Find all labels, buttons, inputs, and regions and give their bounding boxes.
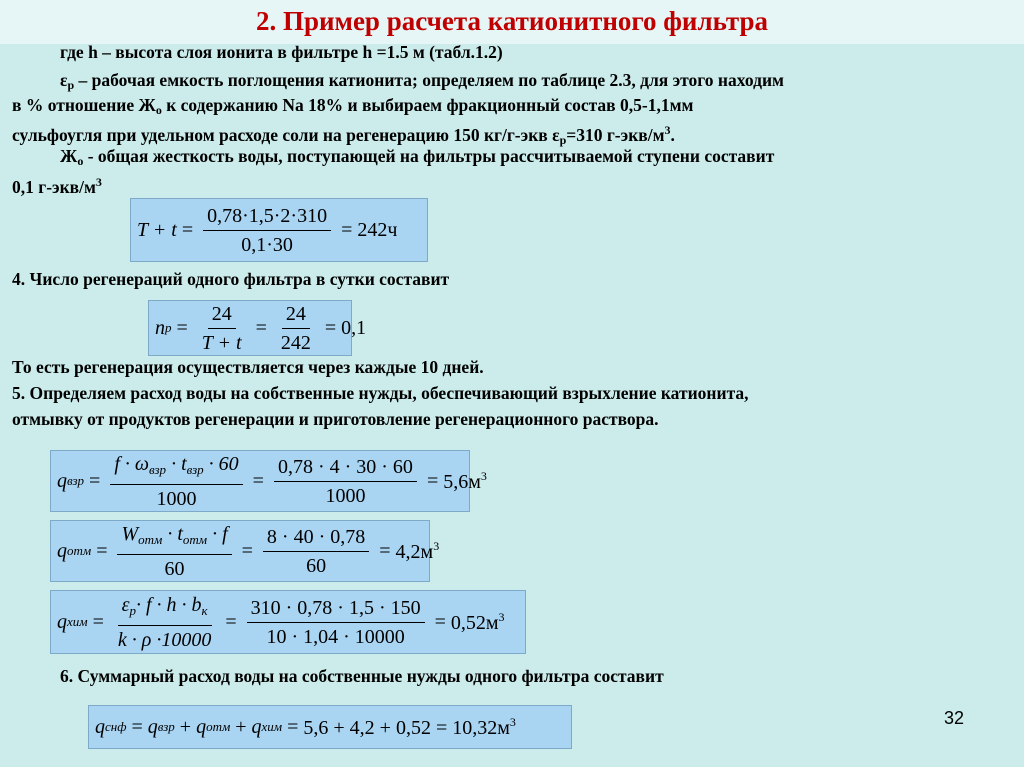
formula-total-water xyxy=(88,705,572,749)
sulfocoal-text-b: =310 г-экв/м xyxy=(566,125,665,145)
formula-lhs: q xyxy=(57,539,67,562)
formula-lhs-subscript: отм xyxy=(67,543,92,558)
fraction-denominator: 60 xyxy=(306,554,327,577)
q-loosening: q xyxy=(147,715,158,738)
epsilon-symbol: ε xyxy=(60,70,68,90)
hardness-subscript: o xyxy=(155,103,162,117)
section-5-heading-line-1: 5. Определяем расход воды на собственные нужды, обеспечивающий взрыхление катионита, xyxy=(12,383,749,403)
ratio-text-a: в % отношение Ж xyxy=(12,95,156,115)
q-loosening-subscript: взр xyxy=(157,719,175,734)
formula-regeneration-count xyxy=(148,300,367,356)
equals-sign: = xyxy=(92,610,104,633)
section-6-heading: 6. Суммарный расход воды на собственные нужды одного фильтра составит xyxy=(60,666,664,686)
fraction-denominator: T + t xyxy=(201,331,242,354)
fraction xyxy=(203,204,331,257)
equals-sign: = xyxy=(287,715,299,738)
formula-lhs-subscript: взр xyxy=(67,473,85,488)
fraction-numerator: 24 xyxy=(282,302,310,329)
fraction-denominator: 1000 xyxy=(325,484,366,507)
equals-sign: = xyxy=(434,610,446,633)
hardness-symbol: Ж xyxy=(60,146,78,166)
formula-loosening-water xyxy=(50,450,487,512)
fraction-numerator: $f \cdot \omega_{взр} \cdot t_{взр} \cdot 60$ xyxy=(110,452,242,485)
equals-sign: = xyxy=(96,539,108,562)
formula-lhs-subscript: p xyxy=(165,320,172,335)
formula-lhs: q xyxy=(57,469,67,492)
formula-result: $5,6м^3$ xyxy=(443,468,487,493)
plus-sign: + xyxy=(235,715,247,738)
fraction xyxy=(277,302,315,355)
regeneration-interval-note: То есть регенерация осуществляется через каждые 10 дней. xyxy=(12,357,484,377)
equals-sign: = xyxy=(89,469,101,492)
hardness-subscript-2: o xyxy=(77,154,84,168)
equals-sign: = xyxy=(241,539,253,562)
slide-title: 2. Пример расчета катионитного фильтра xyxy=(255,6,768,36)
equals-sign: = xyxy=(379,539,391,562)
hardness-value-text: 0,1 г-экв/м xyxy=(12,177,96,197)
fraction-denominator: 242 xyxy=(280,331,311,354)
text-line-hardness-value xyxy=(12,170,1012,199)
cube-superscript: 3 xyxy=(664,123,671,137)
fraction xyxy=(198,302,246,355)
sulfocoal-text-c: . xyxy=(670,125,675,145)
epsilon-subscript: p xyxy=(67,78,75,92)
formula-cycle-time xyxy=(130,198,428,262)
fraction-denominator: 10 · 1,04 · 10000 xyxy=(266,625,405,648)
formula-result: $0,52м^3$ xyxy=(450,609,505,634)
fraction-numerator: 310 · 0,78 · 1,5 · 150 xyxy=(247,596,425,623)
section-5-heading-line-2: отмывку от продуктов регенерации и приготовление регенерационного раствора. xyxy=(12,409,659,429)
q-chemical: q xyxy=(251,715,262,738)
equals-sign: = xyxy=(181,218,194,241)
fraction xyxy=(114,593,215,652)
formula-result: $5,6 + 4,2 + 0,52 = 10,32м^3$ xyxy=(303,714,516,739)
formula-chemical-water xyxy=(50,590,526,654)
plus-sign: + xyxy=(179,715,192,738)
equals-sign: = xyxy=(225,610,237,633)
q-total-subscript: снф xyxy=(105,719,127,734)
text-line-height-definition: где h – высота слоя ионита в фильтре h =1.5 м (табл.1.2) xyxy=(60,42,503,62)
ratio-text-b: к содержанию Na 18% и выбираем фракционный состав 0,5-1,1мм xyxy=(161,95,694,115)
equals-sign: = xyxy=(252,469,264,492)
q-total: q xyxy=(95,715,105,738)
sulfocoal-text-a: сульфоугля при удельном расходе соли на регенерацию 150 кг/г-экв ε xyxy=(12,125,560,145)
q-washing: q xyxy=(196,715,207,738)
equals-sign: = xyxy=(341,218,353,241)
q-chemical-subscript: хим xyxy=(261,719,283,734)
formula-lhs: T + t xyxy=(137,218,177,241)
hardness-text: - общая жесткость воды, поступающей на фильтры рассчитываемой ступени составит xyxy=(83,146,775,166)
fraction-numerator: 8 · 40 · 0,78 xyxy=(263,525,369,552)
fraction-numerator: 24 xyxy=(208,302,236,329)
fraction-denominator: k · ρ ·10000 xyxy=(117,628,212,651)
formula-result: $4,2м^3$ xyxy=(395,538,440,563)
formula-lhs: n xyxy=(155,316,165,339)
q-washing-subscript: отм xyxy=(206,719,231,734)
fraction xyxy=(110,452,242,511)
fraction xyxy=(274,455,417,508)
fraction-denominator: 60 xyxy=(164,557,185,580)
fraction-numerator: $W_{отм} \cdot t_{отм} \cdot f$ xyxy=(117,522,231,555)
fraction-denominator: 0,1·30 xyxy=(241,233,293,256)
capacity-text: – рабочая емкость поглощения катионита; определяем по таблице 2.3, для этого находим xyxy=(74,70,784,90)
fraction xyxy=(263,525,369,578)
fraction-numerator: 0,78 · 4 · 30 · 60 xyxy=(274,455,417,482)
fraction-denominator: 1000 xyxy=(156,487,197,510)
fraction xyxy=(247,596,425,649)
formula-lhs: q xyxy=(57,610,67,633)
equals-sign: = xyxy=(176,316,188,339)
fraction xyxy=(117,522,231,581)
fraction-numerator: $\varepsilon_p\cdot f \cdot h \cdot b_к$ xyxy=(118,593,212,626)
cube-superscript-2: 3 xyxy=(95,175,102,189)
equals-sign: = xyxy=(255,316,267,339)
fraction-numerator: 0,78·1,5·2·310 xyxy=(203,204,331,231)
section-4-heading: 4. Число регенераций одного фильтра в сутки составит xyxy=(12,269,450,289)
formula-washing-water xyxy=(50,520,440,582)
equals-sign: = xyxy=(426,469,439,492)
formula-lhs-subscript: хим xyxy=(67,614,88,629)
text-line-hardness-definition xyxy=(60,144,1024,173)
formula-result: 0,1 xyxy=(341,316,367,339)
equals-sign: = xyxy=(131,715,143,738)
page-number: 32 xyxy=(944,708,965,728)
formula-result: 242ч xyxy=(357,218,398,241)
equals-sign: = xyxy=(324,316,337,339)
epsilon-subscript-2: p xyxy=(559,133,567,147)
